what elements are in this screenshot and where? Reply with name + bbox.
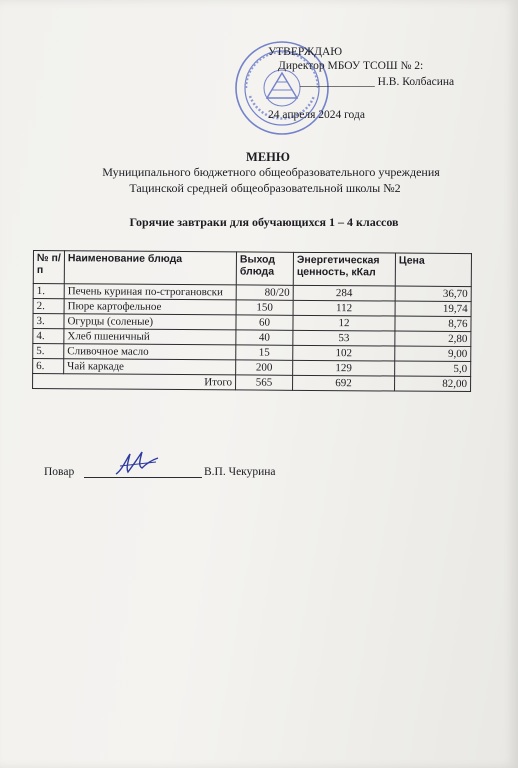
- menu-subtitle: Горячие завтраки для обучающихся 1 – 4 классов: [129, 215, 399, 229]
- table-header-row: [33, 251, 471, 287]
- approval-date: 24 апреля 2024 года: [268, 109, 365, 121]
- row-name: Печень куриная по-строгановски: [64, 284, 236, 300]
- row-output: 200: [236, 360, 293, 375]
- row-energy: 53: [293, 330, 395, 346]
- total-price: 82,00: [395, 376, 471, 392]
- cook-name: В.П. Чекурина: [204, 466, 276, 478]
- row-num: 3.: [33, 314, 64, 329]
- row-output: 150: [236, 300, 293, 315]
- row-name: Огурцы (соленые): [64, 314, 236, 330]
- approval-signature-line: _____________ Н.В. Колбасина: [300, 76, 455, 88]
- page-title: МЕНЮ: [246, 150, 290, 164]
- row-energy: 102: [293, 345, 395, 361]
- row-name: Пюре картофельное: [64, 299, 236, 315]
- row-output: 80/20: [236, 285, 293, 300]
- row-price: 36,70: [395, 286, 471, 302]
- cook-signature-line: [84, 477, 202, 478]
- cook-label: Повар: [44, 466, 75, 478]
- row-num: 1.: [33, 284, 64, 299]
- row-price: 19,74: [395, 301, 471, 317]
- menu-table: [32, 250, 472, 392]
- row-name: Хлеб пшеничный: [64, 329, 236, 345]
- row-price: 2,80: [395, 331, 471, 347]
- row-output: 40: [236, 330, 293, 345]
- organization-line-1: Муниципального бюджетного общеобразовательного учреждения: [102, 165, 440, 179]
- row-num: 2.: [33, 299, 64, 314]
- total-output: 565: [236, 375, 293, 390]
- row-num: 5.: [33, 344, 64, 359]
- row-name: Чай каркаде: [64, 359, 236, 375]
- total-label: Итого: [33, 374, 236, 390]
- row-num: 4.: [33, 329, 64, 344]
- total-energy: 692: [293, 375, 395, 391]
- row-price: 9,00: [395, 346, 471, 362]
- row-price: 8,76: [395, 316, 471, 332]
- row-output: 60: [236, 315, 293, 330]
- row-energy: 12: [293, 315, 395, 331]
- approval-director: Директор МБОУ ТСОШ № 2:: [278, 60, 424, 72]
- row-num: 6.: [33, 359, 64, 374]
- row-output: 15: [236, 345, 293, 360]
- approval-title: УТВЕРЖДАЮ: [268, 46, 343, 58]
- row-price: 5,0: [395, 361, 471, 377]
- row-name: Сливочное масло: [64, 344, 236, 360]
- header-name: Наименование блюда: [64, 251, 236, 285]
- header-energy: Энергетическая ценность, кКал: [293, 252, 395, 286]
- header-output: Выход блюда: [236, 252, 293, 285]
- header-num: № п/п: [33, 251, 64, 284]
- table-total-row: [33, 374, 471, 392]
- header-price: Цена: [395, 253, 471, 287]
- row-energy: 284: [293, 285, 395, 301]
- row-energy: 129: [293, 360, 395, 376]
- organization-line-2: Тацинской средней общеобразовательной школы №2: [129, 181, 401, 195]
- cook-signature: [112, 448, 162, 480]
- row-energy: 112: [293, 300, 395, 316]
